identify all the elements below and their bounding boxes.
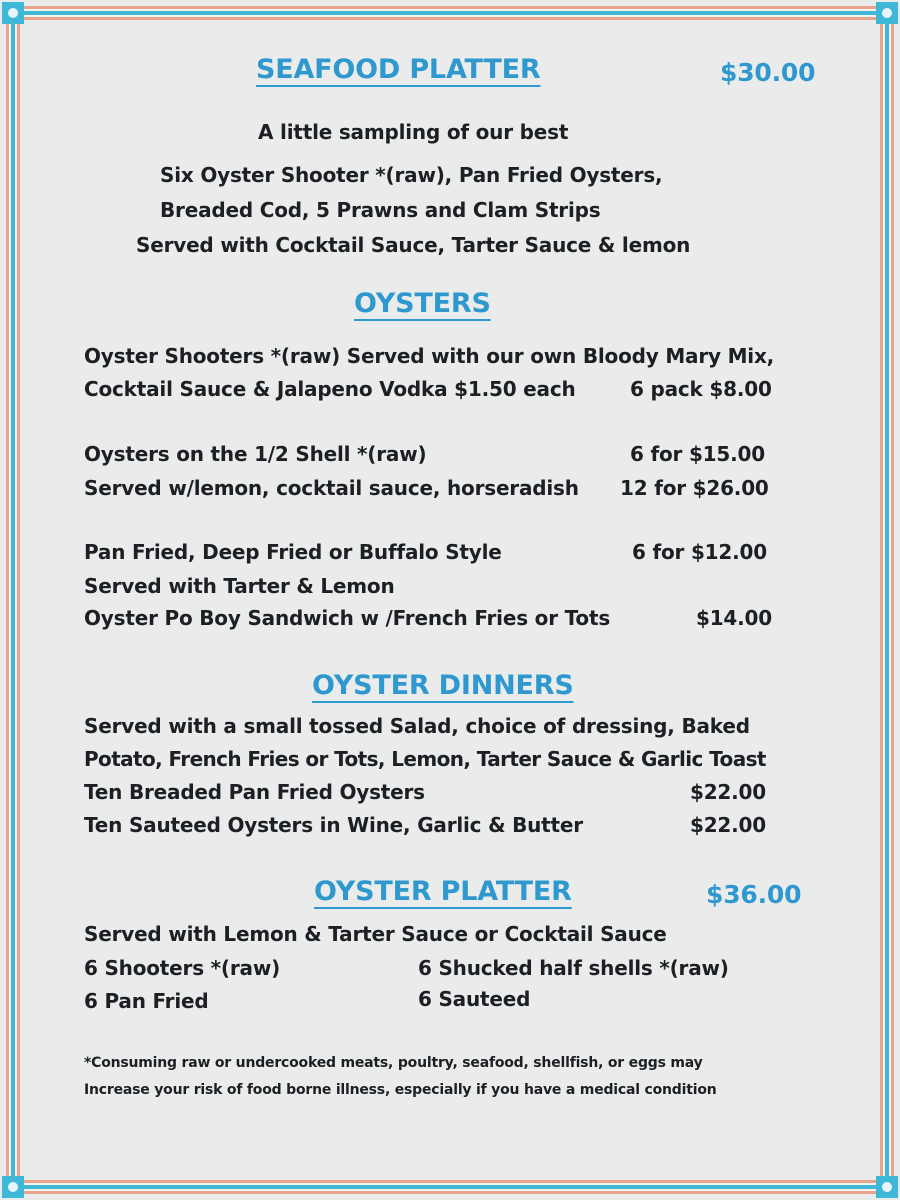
food-safety-disclaimer: *Consuming raw or undercooked meats, poultry, seafood, shellfish, or eggs may [84, 1055, 703, 1071]
oyster-platter-option: 6 Sauteed [418, 987, 531, 1011]
seafood-platter-desc: Breaded Cod, 5 Prawns and Clam Strips [160, 198, 601, 222]
oyster-dinners-title: OYSTER DINNERS [312, 670, 574, 701]
half-shell-desc: Served w/lemon, cocktail sauce, horseradish [84, 476, 579, 500]
half-shell-price: 12 for $26.00 [620, 476, 769, 500]
seafood-platter-title: SEAFOOD PLATTER [256, 54, 541, 85]
oyster-platter-option: 6 Shooters *(raw) [84, 956, 281, 980]
po-boy-desc: Oyster Po Boy Sandwich w /French Fries or Tots [84, 606, 611, 630]
dinner-item-name: Ten Sauteed Oysters in Wine, Garlic & Butter [84, 813, 583, 837]
seafood-platter-desc: A little sampling of our best [258, 120, 569, 144]
fried-oysters-price: 6 for $12.00 [632, 540, 767, 564]
oyster-dinners-desc: Served with a small tossed Salad, choice of dressing, Baked [84, 714, 750, 738]
corner-ornament [2, 2, 24, 24]
oyster-shooters-desc: Cocktail Sauce & Jalapeno Vodka $1.50 each [84, 377, 576, 401]
half-shell-price: 6 for $15.00 [630, 442, 765, 466]
oyster-shooters-price: 6 pack $8.00 [630, 377, 772, 401]
oyster-dinners-desc: Potato, French Fries or Tots, Lemon, Tarter Sauce & Garlic Toast [84, 747, 766, 771]
seafood-platter-desc: Served with Cocktail Sauce, Tarter Sauce & lemon [136, 233, 691, 257]
po-boy-price: $14.00 [696, 606, 772, 630]
corner-ornament [2, 1176, 24, 1198]
half-shell-desc: Oysters on the 1/2 Shell *(raw) [84, 442, 427, 466]
oyster-platter-desc: Served with Lemon & Tarter Sauce or Cocktail Sauce [84, 922, 667, 946]
oyster-shooters-desc: Oyster Shooters *(raw) Served with our own Bloody Mary Mix, [84, 344, 775, 368]
border-right [880, 8, 894, 1192]
seafood-platter-price: $30.00 [720, 58, 816, 87]
fried-oysters-desc: Pan Fried, Deep Fried or Buffalo Style [84, 540, 502, 564]
border-top [8, 6, 892, 20]
fried-oysters-desc: Served with Tarter & Lemon [84, 574, 395, 598]
oysters-title: OYSTERS [354, 288, 491, 319]
dinner-item-price: $22.00 [690, 780, 766, 804]
corner-ornament [876, 2, 898, 24]
oyster-platter-price: $36.00 [706, 880, 802, 909]
dinner-item-name: Ten Breaded Pan Fried Oysters [84, 780, 425, 804]
dinner-item-price: $22.00 [690, 813, 766, 837]
food-safety-disclaimer: Increase your risk of food borne illness, especially if you have a medical condition [84, 1082, 717, 1098]
oyster-platter-option: 6 Pan Fried [84, 989, 209, 1013]
border-bottom [8, 1180, 892, 1194]
oyster-platter-title: OYSTER PLATTER [314, 876, 572, 907]
border-left [6, 8, 20, 1192]
oyster-platter-option: 6 Shucked half shells *(raw) [418, 956, 729, 980]
corner-ornament [876, 1176, 898, 1198]
seafood-platter-desc: Six Oyster Shooter *(raw), Pan Fried Oysters, [160, 163, 663, 187]
